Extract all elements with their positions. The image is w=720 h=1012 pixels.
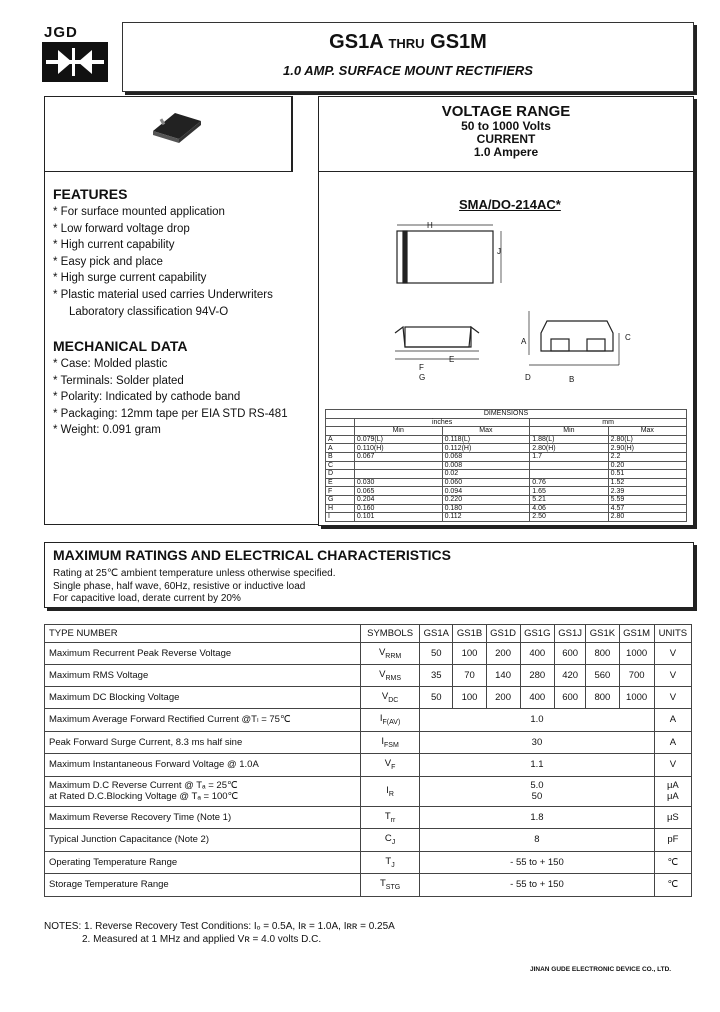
table-cell: 0.51 (608, 470, 686, 479)
value-cell (420, 874, 655, 897)
param-cell (45, 709, 361, 732)
unit-text: ℃ (667, 879, 679, 891)
table-cell: 2.90(H) (608, 444, 686, 453)
value-cell (420, 776, 655, 806)
unit-inches: inches (354, 418, 529, 427)
table-cell: 0.02 (442, 470, 530, 479)
table-row (326, 487, 687, 496)
unit-text: pF (667, 834, 679, 846)
unit-cell: V (654, 687, 691, 709)
list-item: * Polarity: Indicated by cathode band (53, 391, 241, 404)
unit-text: ℃ (667, 856, 679, 868)
table-cell: G (326, 495, 355, 504)
unit-cell (654, 754, 691, 777)
symbol: I (381, 735, 385, 747)
symbol-subscript: STG (385, 884, 401, 892)
symbol-cell (361, 806, 420, 829)
param-cell (45, 851, 361, 874)
table-cell: 2.39 (608, 487, 686, 496)
table-cell: 2.80(H) (530, 444, 608, 453)
logo-text: JGD (44, 24, 78, 41)
param-cell (45, 776, 361, 806)
table-cell: 0.067 (354, 452, 442, 461)
list-item: Laboratory classification 94V-O (69, 305, 229, 318)
table-row (326, 461, 687, 470)
ratings-box (44, 542, 694, 608)
voltage-range-title: VOLTAGE RANGE (441, 103, 571, 120)
table-cell: 4.06 (530, 504, 608, 513)
list-item: * High current capability (53, 239, 175, 252)
table-cell: A (326, 435, 355, 444)
symbol: I (379, 713, 383, 725)
dim-label-a: A (521, 337, 527, 346)
notes (44, 920, 395, 946)
param-cell: Maximum Recurrent Peak Reverse Voltage (45, 643, 361, 665)
table-header: GS1B (453, 625, 486, 643)
features-list (53, 204, 273, 320)
symbol: V (381, 691, 389, 703)
col-max: Max (442, 427, 530, 436)
list-item: * Easy pick and place (53, 255, 163, 268)
table-header: GS1D (486, 625, 520, 643)
package-name: SMA/DO-214AC* (459, 197, 561, 212)
param-cell (45, 754, 361, 777)
dim-label-d: D (525, 373, 531, 382)
table-cell (354, 470, 442, 479)
table-cell (530, 470, 608, 479)
unit-text: μS (666, 811, 679, 823)
value-cell: 100 (453, 643, 486, 665)
symbol-subscript: DC (388, 696, 399, 704)
value-cell: 700 (619, 665, 654, 687)
value-cell (420, 806, 655, 829)
value-cell: 800 (586, 643, 619, 665)
param-text: Operating Temperature Range (49, 856, 178, 868)
unit-text: A (669, 714, 677, 726)
col-min: Min (530, 427, 608, 436)
mechanical-list (53, 356, 288, 439)
current-value: 1.0 Ampere (473, 145, 539, 159)
table-cell: 1.88(L) (530, 435, 608, 444)
symbol-subscript: RRM (385, 652, 402, 660)
unit-text: V (669, 759, 677, 771)
list-item: * For surface mounted application (53, 206, 225, 218)
table-row (326, 452, 687, 461)
value-cell: 560 (586, 665, 619, 687)
value-cell (420, 829, 655, 852)
table-cell: 0.060 (442, 478, 530, 487)
symbol-cell (361, 874, 420, 897)
table-cell: 0.094 (442, 487, 530, 496)
param-text: Typical Junction Capacitance (Note 2) (49, 834, 209, 846)
unit-cell (654, 851, 691, 874)
table-row (45, 643, 692, 665)
symbol-cell (361, 776, 420, 806)
value-cell: 600 (555, 643, 586, 665)
value-cell: 420 (555, 665, 586, 687)
title-box (122, 22, 694, 92)
col-max: Max (608, 427, 686, 436)
table-cell: E (326, 478, 355, 487)
mechanical-heading: MECHANICAL DATA (53, 338, 188, 354)
package-drawing (319, 215, 693, 405)
unit-mm: mm (530, 418, 687, 427)
table-header: GS1J (555, 625, 586, 643)
table-cell: 0.76 (530, 478, 608, 487)
value-text: 30 (531, 736, 543, 748)
ratings-heading: MAXIMUM RATINGS AND ELECTRICAL CHARACTERISTICS (53, 547, 451, 563)
table-cell: 5.21 (530, 495, 608, 504)
param-cell (45, 731, 361, 754)
symbol: T (385, 855, 392, 867)
list-item: * Weight: 0.091 gram (53, 424, 161, 437)
table-row (45, 874, 692, 897)
table-cell: 2.80(L) (608, 435, 686, 444)
unit-cell: V (654, 643, 691, 665)
value-cell: 100 (453, 687, 486, 709)
symbol-cell (361, 687, 420, 709)
table-row (326, 444, 687, 453)
table-cell: 0.101 (354, 513, 442, 522)
table-cell: 0.220 (442, 495, 530, 504)
table-row (326, 478, 687, 487)
table-header: SYMBOLS (361, 625, 420, 643)
value-text: 50 (531, 791, 543, 802)
table-cell: 0.110(H) (354, 444, 442, 453)
value-cell: 70 (453, 665, 486, 687)
param-text: Maximum Average Forward Rectified Current @Tₗ = 75℃ (49, 714, 291, 726)
unit-cell: V (654, 665, 691, 687)
list-item: * Terminals: Solder plated (53, 374, 184, 387)
table-cell: 0.20 (608, 461, 686, 470)
symbol-subscript: rr (390, 816, 396, 824)
symbol-cell (361, 709, 420, 732)
list-item: * Packaging: 12mm tape per EIA STD RS-481 (53, 407, 288, 420)
package-photo-box (44, 96, 292, 172)
unit-cell (654, 829, 691, 852)
features-panel (44, 172, 319, 525)
table-header: UNITS (654, 625, 691, 643)
unit-cell (654, 731, 691, 754)
symbol-cell (361, 731, 420, 754)
value-cell: 1000 (619, 687, 654, 709)
table-row (326, 495, 687, 504)
table-cell: D (326, 470, 355, 479)
list-item: * Case: Molded plastic (53, 358, 168, 370)
symbol-cell (361, 643, 420, 665)
table-cell: 2.80 (608, 513, 686, 522)
symbol-cell (361, 829, 420, 852)
table-cell: 0.008 (442, 461, 530, 470)
table-header: TYPE NUMBER (45, 625, 361, 643)
param-cell: Maximum RMS Voltage (45, 665, 361, 687)
table-row (45, 851, 692, 874)
value-cell: 140 (486, 665, 520, 687)
symbol: V (384, 758, 392, 770)
value-cell (420, 754, 655, 777)
param-text: Peak Forward Surge Current, 8.3 ms half sine (49, 736, 243, 748)
unit-text: A (669, 736, 677, 748)
param-cell (45, 874, 361, 897)
param-cell (45, 806, 361, 829)
symbol: T (384, 810, 391, 822)
table-row (326, 504, 687, 513)
value-text: - 55 to + 150 (510, 856, 564, 868)
company-name: JINAN GUDE ELECTRONIC DEVICE CO., LTD. (530, 966, 672, 973)
param-text: Storage Temperature Range (49, 879, 169, 891)
value-cell: 50 (420, 643, 453, 665)
logo-icon (42, 42, 108, 82)
unit-cell (654, 806, 691, 829)
value-cell: 35 (420, 665, 453, 687)
list-item: * Low forward voltage drop (53, 222, 190, 235)
table-cell (326, 418, 355, 427)
table-cell: H (326, 504, 355, 513)
table-cell: 0.068 (442, 452, 530, 461)
table-row (326, 470, 687, 479)
symbol: V (378, 647, 386, 659)
symbol-subscript: R (388, 790, 394, 798)
value-cell: 400 (520, 643, 555, 665)
symbol: V (379, 669, 386, 681)
value-cell: 800 (586, 687, 619, 709)
table-cell (326, 427, 355, 436)
chip-image-icon (149, 109, 203, 143)
symbol-subscript: J (391, 861, 395, 869)
current-label: CURRENT (476, 132, 536, 146)
table-cell: 0.112 (442, 513, 530, 522)
divider (292, 96, 293, 172)
table-row (326, 435, 687, 444)
dimensions-title: DIMENSIONS (326, 410, 687, 419)
page-title: GS1A THRU GS1M (329, 31, 487, 53)
value-cell: 280 (520, 665, 555, 687)
list-item: * Plastic material used carries Underwriters (53, 288, 273, 301)
table-cell: 0.065 (354, 487, 442, 496)
value-cell (420, 731, 655, 754)
table-header: GS1M (619, 625, 654, 643)
unit-cell (654, 874, 691, 897)
table-cell: 0.204 (354, 495, 442, 504)
value-text: 1.8 (530, 811, 544, 823)
symbol: I (386, 784, 389, 796)
value-cell: 600 (555, 687, 586, 709)
table-cell: 1.65 (530, 487, 608, 496)
param-cell: Maximum DC Blocking Voltage (45, 687, 361, 709)
dim-label-c: C (625, 333, 631, 342)
table-cell: I (326, 513, 355, 522)
table-row (45, 731, 692, 754)
table-cell: A (326, 444, 355, 453)
param-text: Maximum D.C Reverse Current @ Tₐ = 25℃ (49, 780, 238, 791)
value-cell (420, 851, 655, 874)
table-header: GS1K (586, 625, 619, 643)
ratings-note: Rating at 25℃ ambient temperature unless otherwise specified. (53, 568, 336, 579)
value-cell: 200 (486, 643, 520, 665)
symbol-cell (361, 851, 420, 874)
symbol: T (379, 878, 386, 890)
table-cell: 1.7 (530, 452, 608, 461)
page-subtitle: 1.0 AMP. SURFACE MOUNT RECTIFIERS (283, 63, 533, 78)
value-cell: 50 (420, 687, 453, 709)
note-1: NOTES: 1. Reverse Recovery Test Conditions: Iₒ = 0.5A, Iʀ = 1.0A, Iʀʀ = 0.25A (44, 921, 395, 932)
unit-cell (654, 776, 691, 806)
unit-cell (654, 709, 691, 732)
dim-label-f: F (419, 363, 424, 372)
table-cell: B (326, 452, 355, 461)
value-cell (420, 709, 655, 732)
dim-label-h: H (427, 221, 433, 230)
param-text: Maximum Reverse Recovery Time (Note 1) (49, 811, 232, 823)
table-cell: 4.57 (608, 504, 686, 513)
table-header: GS1A (420, 625, 453, 643)
symbol-subscript: RMS (385, 674, 402, 682)
ratings-note: Single phase, half wave, 60Hz, resistive or inductive load (53, 580, 306, 592)
table-cell: 0.160 (354, 504, 442, 513)
symbol-cell (361, 754, 420, 777)
table-cell: 0.118(L) (442, 435, 530, 444)
table-cell: 0.180 (442, 504, 530, 513)
table-cell (354, 461, 442, 470)
table-cell: F (326, 487, 355, 496)
voltage-range (319, 103, 693, 159)
list-item: * High surge current capability (53, 272, 207, 285)
table-row (45, 709, 692, 732)
table-row (45, 665, 692, 687)
value-text: 5.0 (530, 780, 544, 791)
table-cell: 0.112(H) (442, 444, 530, 453)
table-cell: 0.079(L) (354, 435, 442, 444)
param-cell (45, 829, 361, 852)
value-cell: 400 (520, 687, 555, 709)
dimensions-table (325, 409, 687, 522)
value-cell: 1000 (619, 643, 654, 665)
value-text: - 55 to + 150 (510, 879, 564, 891)
table-row (45, 776, 692, 806)
symbol-subscript: J (391, 839, 396, 847)
dim-label-b: B (569, 375, 575, 384)
param-text: at Rated D.C.Blocking Voltage @ Tₐ = 100℃ (49, 791, 239, 802)
package-panel (318, 96, 694, 526)
table-cell: C (326, 461, 355, 470)
symbol-subscript: FSM (384, 741, 399, 749)
note-2: 2. Measured at 1 MHz and applied Vʀ = 4.0 volts D.C. (82, 934, 322, 945)
dim-label-j: J (497, 247, 501, 256)
table-cell: 2.50 (530, 513, 608, 522)
features-heading: FEATURES (53, 186, 128, 202)
table-row (45, 829, 692, 852)
table-cell: 2.2 (608, 452, 686, 461)
value-text: 8 (534, 834, 540, 846)
table-row (45, 754, 692, 777)
table-row (326, 513, 687, 522)
divider (319, 171, 693, 172)
symbol-cell (361, 665, 420, 687)
table-row (45, 806, 692, 829)
value-cell: 200 (486, 687, 520, 709)
table-cell (530, 461, 608, 470)
voltage-range-value: 50 to 1000 Volts (461, 119, 551, 133)
ratings-note: For capacitive load, derate current by 20% (53, 593, 241, 604)
dim-label-g: G (419, 373, 426, 382)
value-text: 1.0 (530, 714, 544, 726)
symbol: C (384, 833, 392, 845)
unit-text: μA (666, 791, 679, 802)
param-text: Maximum Instantaneous Forward Voltage @ 1.0A (49, 759, 259, 771)
table-cell: 0.030 (354, 478, 442, 487)
ratings-table (44, 624, 692, 897)
ratings-notes (53, 568, 336, 606)
table-row (45, 687, 692, 709)
unit-text: μA (666, 780, 679, 791)
table-header: GS1G (520, 625, 555, 643)
value-text: 1.1 (530, 759, 544, 771)
dim-label-e: E (449, 355, 455, 364)
symbol-subscript: F(AV) (382, 719, 401, 727)
symbol-subscript: F (391, 764, 396, 772)
col-min: Min (354, 427, 442, 436)
table-cell: 5.59 (608, 495, 686, 504)
table-cell: 1.52 (608, 478, 686, 487)
